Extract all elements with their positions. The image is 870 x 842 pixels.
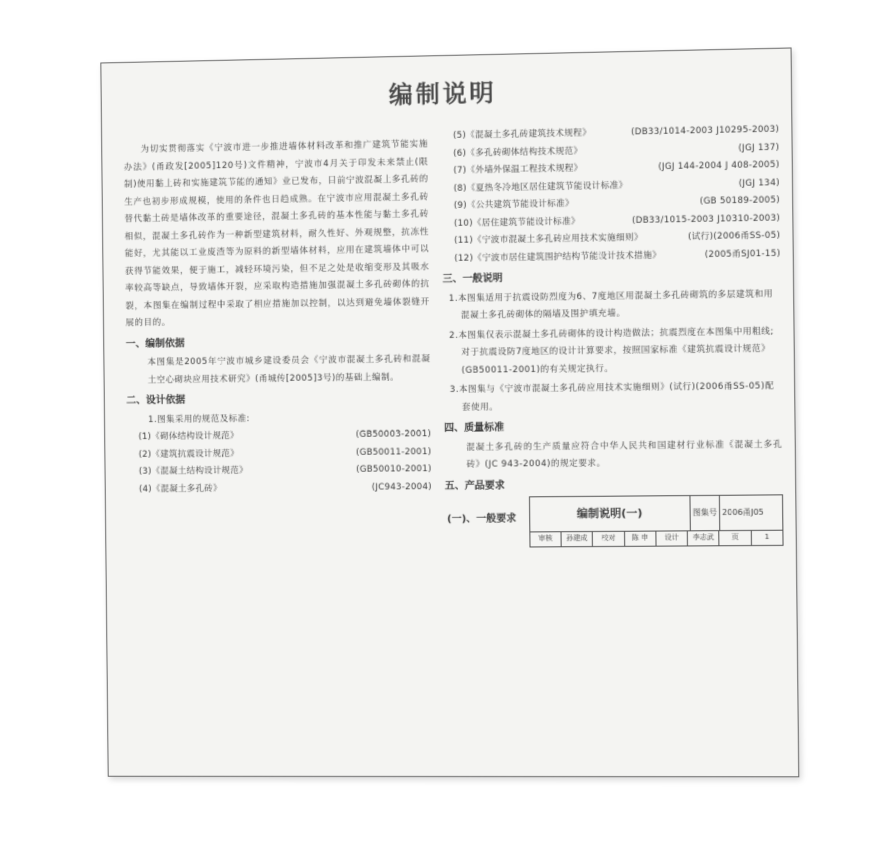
- review-label: 审核: [530, 532, 562, 546]
- standard-code: (试行)(2006甬SS-05): [687, 230, 781, 243]
- general-note-item: 1.本图集适用于抗震设防烈度为6、7度地区用混凝土多孔砖砌筑的多层建筑和用混凝土多孔砖砌体的隔墙及围护填充墙。: [448, 288, 774, 321]
- page-number: 1: [764, 533, 770, 542]
- checker-name: 陈 申: [625, 532, 657, 546]
- standard-code: (JC943-2004): [371, 481, 432, 493]
- section-2-intro: 1.图集采用的规范及标准:: [148, 413, 251, 425]
- standard-name: (2)《建筑抗震设计规范》: [138, 448, 239, 460]
- design-label: 设计: [656, 531, 688, 545]
- standard-code: (GB50011-2001): [355, 446, 432, 458]
- atlas-number-block: [690, 495, 782, 530]
- general-note-item: 3.本图集与《宁波市混凝土多孔砖应用技术实施细则》(试行)(2006甬SS-05)配套使用。: [449, 381, 775, 413]
- atlas-number-value: 2006甬J05: [722, 507, 764, 518]
- standard-name: (4)《混凝土多孔砖》: [138, 483, 222, 494]
- standard-name: (1)《砌体结构设计规范》: [138, 431, 239, 443]
- standard-name: (10)《居住建筑节能设计标准》: [453, 216, 581, 229]
- standard-code: (GB50010-2001): [356, 464, 432, 475]
- standard-name: (6)《多孔砖砌体结构技术规范》: [453, 145, 583, 159]
- standard-code: (DB33/1015-2003 J10310-2003): [631, 212, 781, 226]
- standard-name: (5)《混凝土多孔砖建筑技术规程》: [453, 128, 592, 141]
- standard-name: (9)《公共建筑节能设计标准》: [453, 198, 575, 211]
- standard-name: (11)《宁波市混凝土多孔砖应用技术实施细则》: [454, 232, 644, 246]
- right-column: [441, 122, 784, 549]
- standard-name: (12)《宁波市居住建筑围护结构节能设计技术措施》: [454, 250, 662, 264]
- standard-code: (JGJ 137): [738, 142, 780, 154]
- standard-code: (2005甬SJ01-15): [704, 248, 781, 260]
- page-title: 编制说明: [388, 77, 497, 110]
- section-1-heading: 一、编制依据: [125, 337, 185, 350]
- drawing-name: 编制说明(一): [530, 496, 691, 531]
- standard-code: (GB50003-2001): [355, 429, 432, 440]
- section-3-heading: 三、一般说明: [442, 273, 503, 286]
- section-4-heading: 四、质量标准: [444, 422, 505, 435]
- section-5-subheading: (一)、一般要求: [447, 512, 517, 525]
- atlas-number-label: 图集号: [690, 496, 720, 530]
- left-column: [124, 136, 432, 498]
- standard-name: (8)《夏热冬冷地区居住建筑节能设计标准》: [453, 180, 628, 194]
- standard-code: (GB 50189-2005): [699, 195, 780, 207]
- standard-name: (3)《混凝土结构设计规范》: [138, 465, 248, 477]
- designer-name: 李志武: [688, 531, 720, 545]
- page-label: 页: [720, 531, 752, 545]
- intro-paragraph: 为切实贯彻落实《宁波市进一步推进墙体材料改革和推广建筑节能实施办法》(甬政发[2005]120号)文件精神，宁波市4月关于印发未来禁止(限制)使用黏土砖和实施建筑节能的通知》业已发布，目前宁波混凝土多孔砖的生产也初步形成规模，使用的条件也日趋成熟。在宁波市应用混凝土多孔砖替代黏土砖是墙体改革的重要途径，混凝土多孔砖的基本性能与黏土多孔砖相似，混凝土多孔砖作为一种新型建筑材料，耐久性好、外观规整，抗冻性能好，尤其能以工业废渣等为原料的新型墙体材料，应用在建筑墙体中可以获得节能效果，便于施工，减轻环境污染，但不足之处是收缩变形及其吸水率较高等缺点，导致墙体开裂，应采取构造措施加强混凝土多孔砖砌体的抗裂，本图集在编制过程中采取了相应措施加以控制，以达到避免墙体裂缝开展的目的。: [123, 139, 430, 329]
- standard-code: (JGJ 144-2004 J 408-2005): [658, 159, 780, 173]
- standard-code: (JGJ 134): [738, 177, 780, 189]
- product-requirements-line: [445, 494, 784, 548]
- standard-row: [127, 479, 432, 499]
- section-5-heading: 五、产品要求: [444, 480, 505, 492]
- title-block-top: [530, 495, 783, 532]
- section-4-body: 混凝土多孔砖的生产质量应符合中华人民共和国建材行业标准《混凝土多孔砖》(JC 943-2004)的规定要求。: [466, 439, 783, 470]
- check-label: 校对: [593, 532, 625, 546]
- general-note-item: 2.本图集仅表示混凝土多孔砖砌体的设计构造做法；抗震烈度在本图集中用粗线;对于抗震设防7度地区的设计计算要求，按照国家标准《建筑抗震设计规范》(GB50011-2001)的有关规定执行。: [449, 326, 775, 376]
- drawing-title-block: [529, 494, 784, 547]
- section-2-heading: 二、设计依据: [126, 394, 186, 407]
- section-1-body: 本图集是2005年宁波市城乡建设委员会《宁波市混凝土多孔砖和混凝土空心砌块应用技术研究》(甬城传[2005]3号)的基础上编制。: [147, 354, 431, 385]
- standard-name: (7)《外墙外保温工程技术规程》: [453, 163, 583, 176]
- standard-code: (DB33/1014-2003 J10295-2003): [631, 124, 780, 138]
- signature-row: [530, 531, 782, 547]
- document-page: [100, 47, 799, 777]
- reviewer-name: 孙建成: [562, 532, 594, 546]
